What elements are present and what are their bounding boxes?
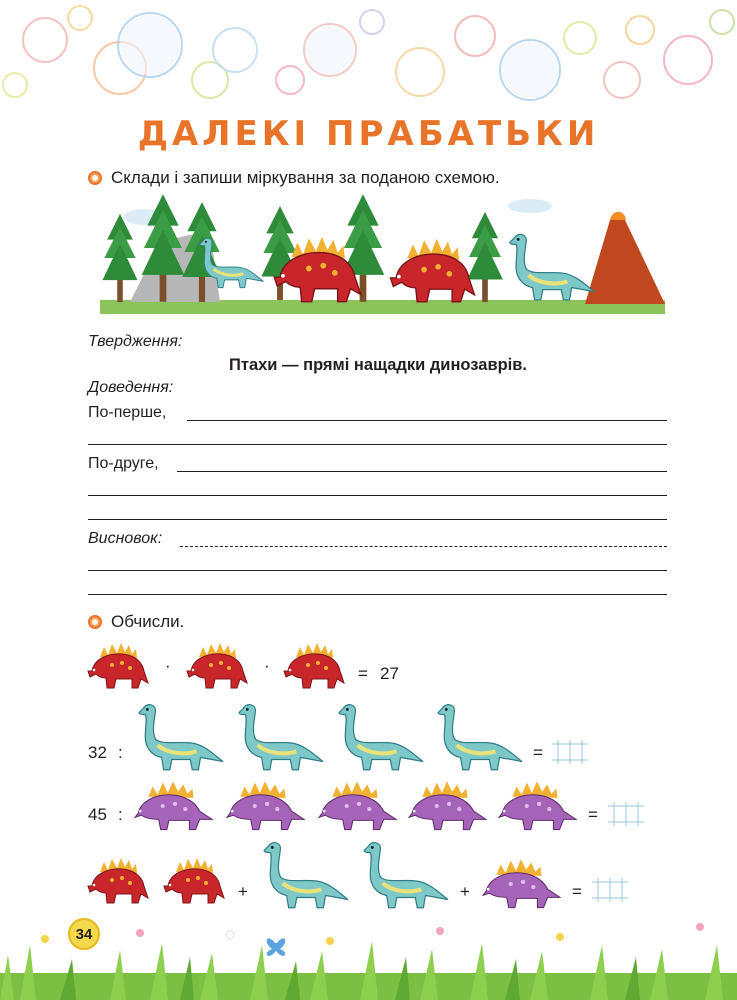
- bullet-icon: [88, 615, 102, 629]
- answer-line[interactable]: [177, 471, 667, 472]
- answer-line[interactable]: [180, 546, 667, 547]
- page-title: ДАЛЕКІ ПРАБАТЬКИ: [137, 114, 600, 154]
- purple-dinosaur-icon: [406, 778, 488, 832]
- blue-dinosaur-icon: [258, 838, 350, 910]
- row3-dividend: 45: [88, 805, 107, 824]
- answer-grid[interactable]: [608, 802, 644, 826]
- blue-dinosaur-icon: [432, 700, 524, 772]
- grass-decoration: [0, 915, 737, 1000]
- answer-line[interactable]: [88, 570, 667, 571]
- task1-instruction-row: [88, 168, 500, 188]
- divide-sign: :: [118, 805, 123, 824]
- red-dinosaur-icon: [162, 855, 226, 907]
- purple-dinosaur-icon: [316, 778, 398, 832]
- purple-dinosaur-icon: [496, 778, 578, 832]
- statement-text: Птахи — прямі нащадки динозаврів.: [229, 356, 527, 374]
- bullet-icon: [88, 171, 102, 185]
- divide-sign: :: [118, 743, 123, 762]
- equals-sign: =: [572, 882, 582, 901]
- answer-grid[interactable]: [552, 740, 588, 764]
- conclusion-label: Висновок:: [88, 530, 163, 547]
- blue-dinosaur-icon: [333, 700, 425, 772]
- proof-label: Доведення:: [88, 379, 174, 396]
- answer-line[interactable]: [88, 594, 667, 595]
- blue-dinosaur-icon: [233, 700, 325, 772]
- purple-dinosaur-icon: [224, 778, 306, 832]
- plus-sign: +: [238, 882, 248, 901]
- purple-dinosaur-icon: [132, 778, 214, 832]
- task1-instruction: Склади і запиши міркування за поданою схемою.: [111, 168, 500, 187]
- row1-result: 27: [380, 664, 399, 683]
- red-dinosaur-icon: [282, 640, 346, 692]
- answer-line[interactable]: [88, 495, 667, 496]
- equals-sign: =: [358, 664, 368, 683]
- statement-label: Твердження:: [88, 333, 183, 350]
- page-number: 34: [68, 918, 100, 950]
- bubbles-decoration: [0, 0, 737, 110]
- answer-grid[interactable]: [592, 878, 628, 902]
- plus-sign: +: [460, 882, 470, 901]
- multiply-sign: ·: [165, 656, 171, 675]
- second-label: По-друге,: [88, 455, 159, 472]
- red-dinosaur-icon: [86, 640, 150, 692]
- equals-sign: =: [588, 805, 598, 824]
- dinosaur-scene-illustration: [100, 192, 665, 314]
- task2-instruction: Обчисли.: [111, 612, 185, 631]
- row2-dividend: 32: [88, 743, 107, 762]
- blue-dinosaur-icon: [133, 700, 225, 772]
- answer-line[interactable]: [88, 444, 667, 445]
- first-label: По-перше,: [88, 404, 167, 421]
- red-dinosaur-icon: [86, 855, 150, 907]
- answer-line[interactable]: [187, 420, 667, 421]
- blue-dinosaur-icon: [358, 838, 450, 910]
- answer-line[interactable]: [88, 519, 667, 520]
- equals-sign: =: [533, 743, 543, 762]
- purple-dinosaur-icon: [480, 856, 562, 910]
- red-dinosaur-icon: [185, 640, 249, 692]
- multiply-sign: ·: [264, 656, 270, 675]
- task2-instruction-row: [88, 612, 184, 632]
